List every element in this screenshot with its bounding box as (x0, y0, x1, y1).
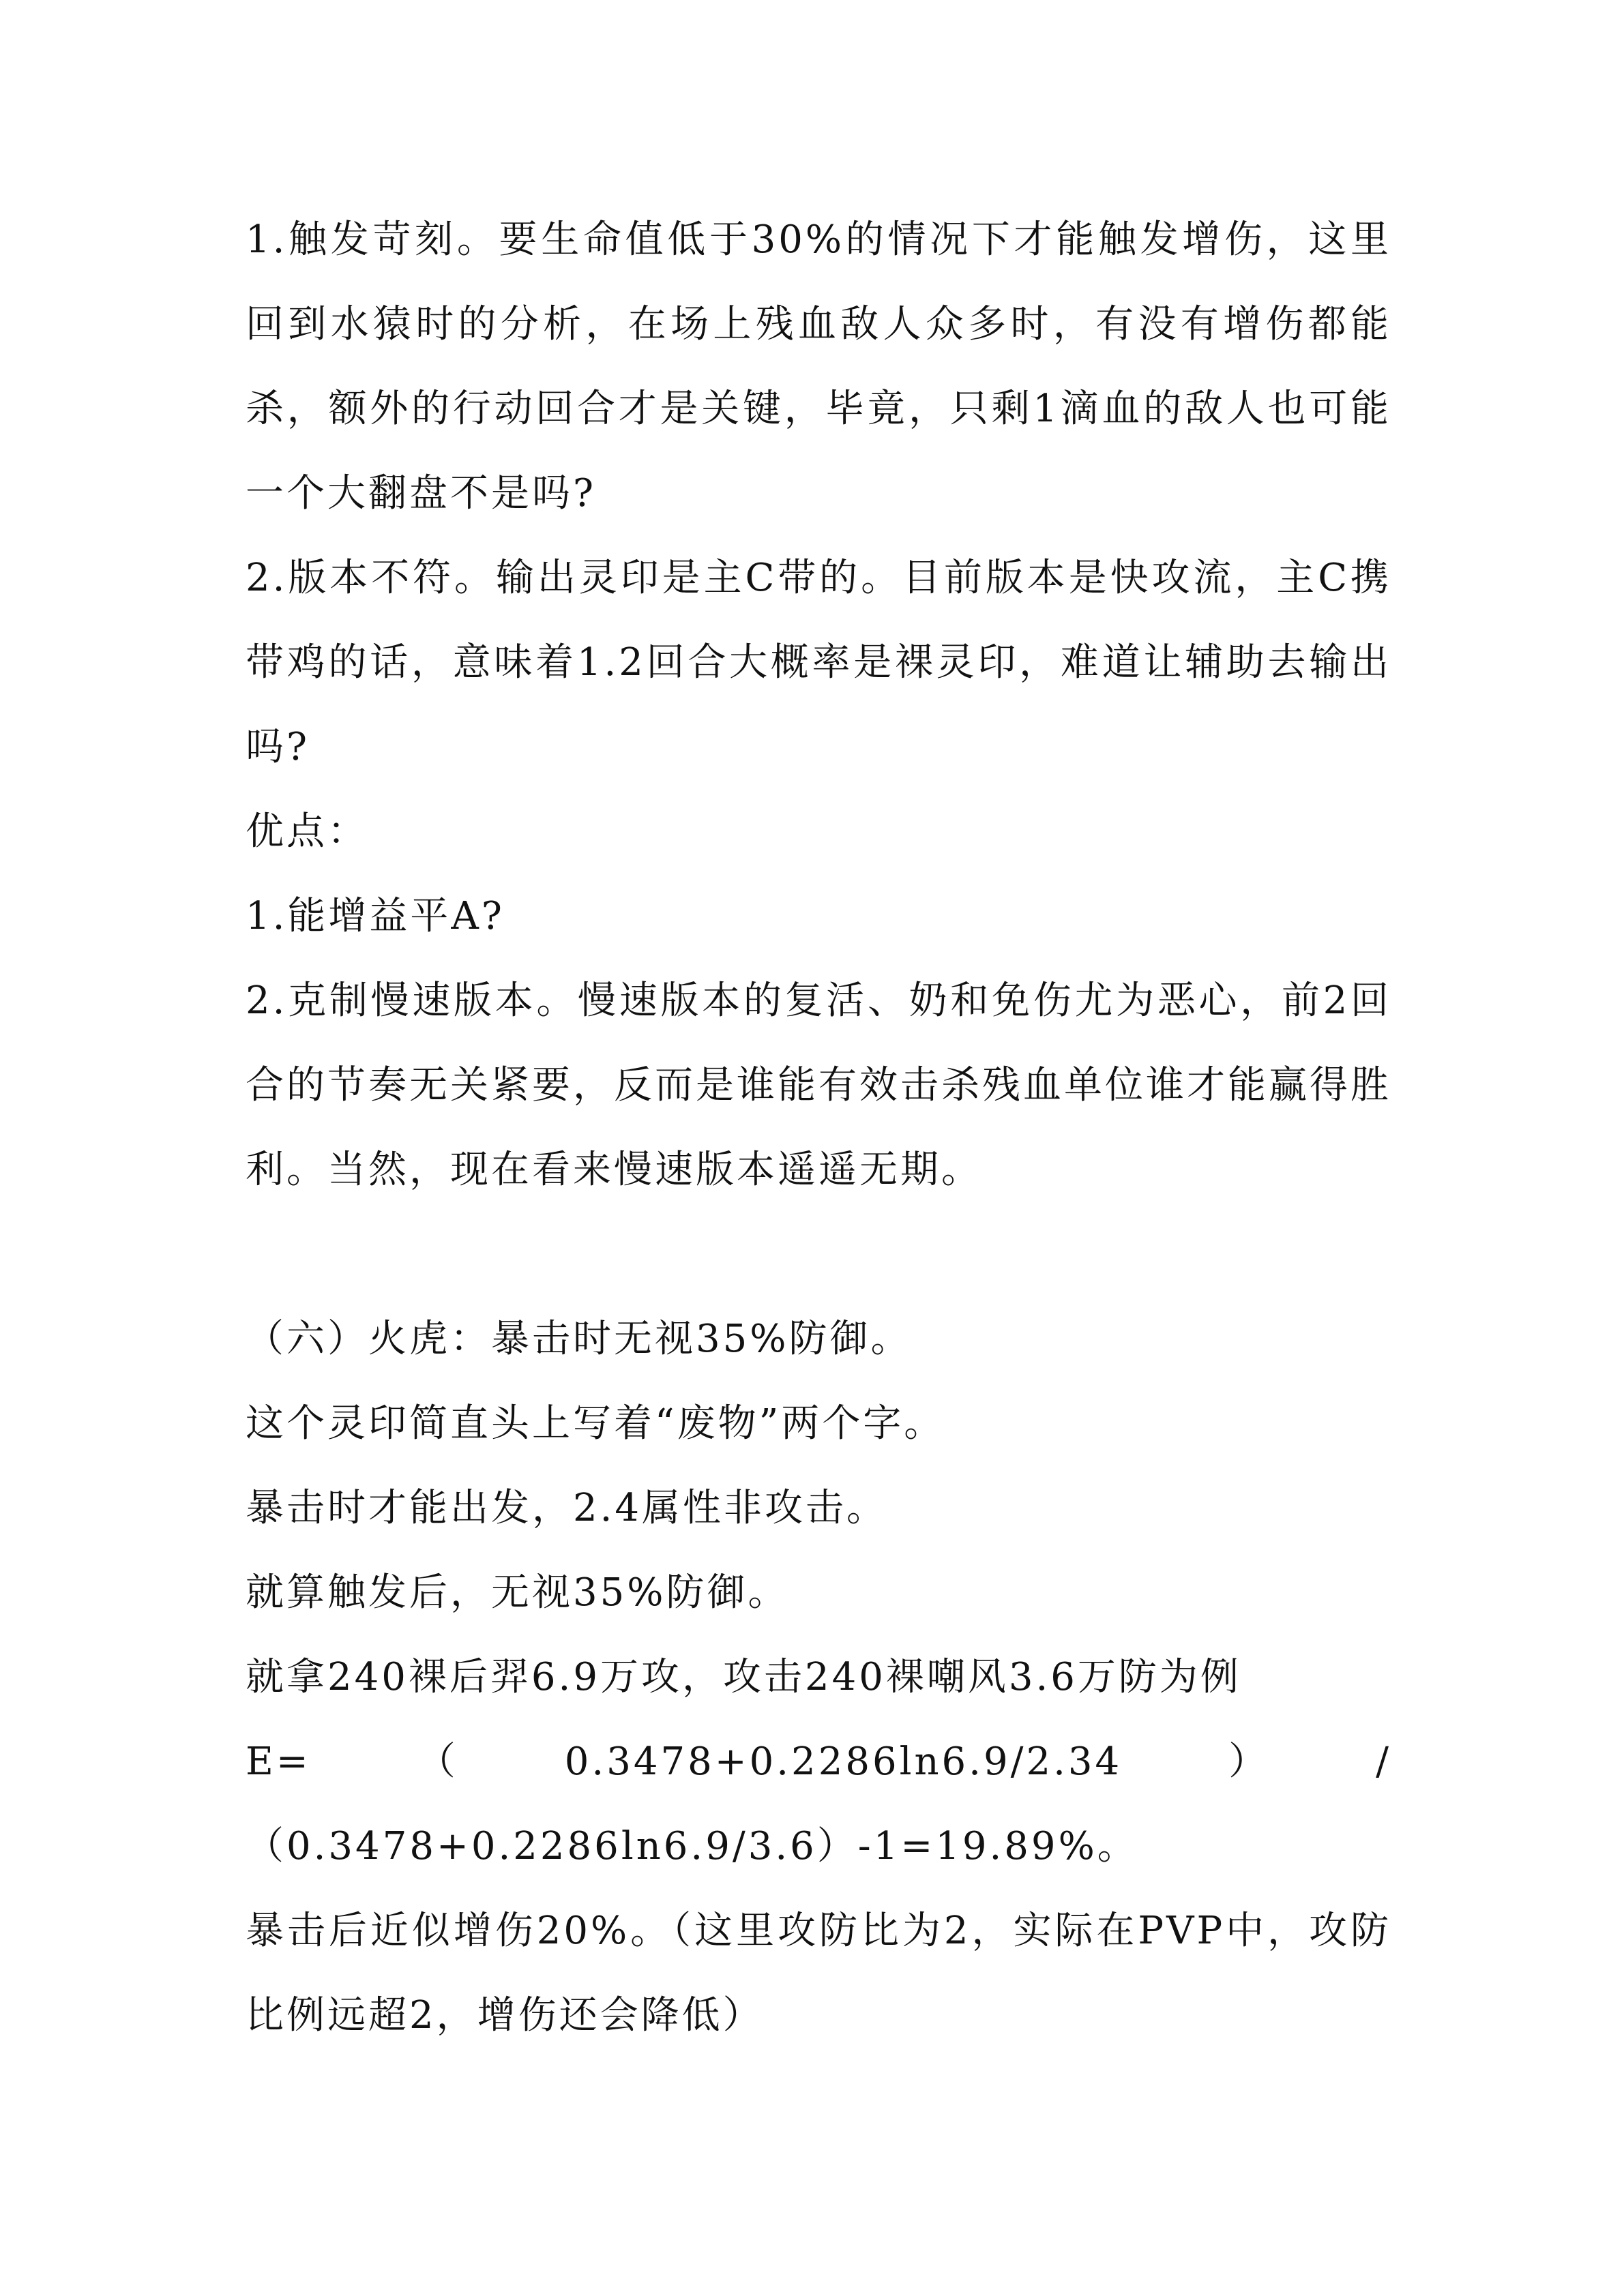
cons-item-1: 1.触发苛刻。要生命值低于30%的情况下才能触发增伤，这里回到水猿时的分析，在场上残血敌人众多时，有没有增伤都能杀，额外的行动回合才是关键，毕竟，只剩1滴血的敌人也可能一个大翻盘不是吗? (246, 218, 1391, 516)
body-line-1: 这个灵印简直头上写着“废物”两个字。 (246, 1401, 945, 1446)
damage-formula: E=（0.3478+0.2286ln6.9/2.34）/（0.3478+0.2286ln6.9/3.6）-1=19.89%。 (246, 1740, 1391, 1868)
conclusion-paragraph: 暴击后近似增伤20%。（这里攻防比为2，实际在PVP中，攻防比例远超2，增伤还会降低） (246, 1909, 1391, 2038)
cons-item-2: 2.版本不符。输出灵印是主C带的。目前版本是快攻流，主C携带鸡的话，意味着1.2回合大概率是裸灵印，难道让辅助去输出吗? (246, 556, 1391, 769)
section-spacer (246, 1212, 1391, 1297)
pros-item-1: 1.能增益平A? (246, 894, 505, 938)
body-line-4: 就拿240裸后羿6.9万攻，攻击240裸嘲风3.6万防为例 (246, 1655, 1241, 1699)
document-page (246, 198, 1391, 2058)
section-heading-fire-tiger: （六）火虎：暴击时无视35%防御。 (246, 1317, 912, 1361)
body-line-3: 就算触发后，无视35%防御。 (246, 1570, 789, 1615)
body-line-2: 暴击时才能出发，2.4属性非攻击。 (246, 1486, 888, 1530)
pros-item-2: 2.克制慢速版本。慢速版本的复活、奶和免伤尤为恶心，前2回合的节奏无关紧要，反而是谁能有效击杀残血单位谁才能赢得胜利。当然，现在看来慢速版本遥遥无期。 (246, 979, 1391, 1192)
pros-heading: 优点： (246, 809, 368, 854)
